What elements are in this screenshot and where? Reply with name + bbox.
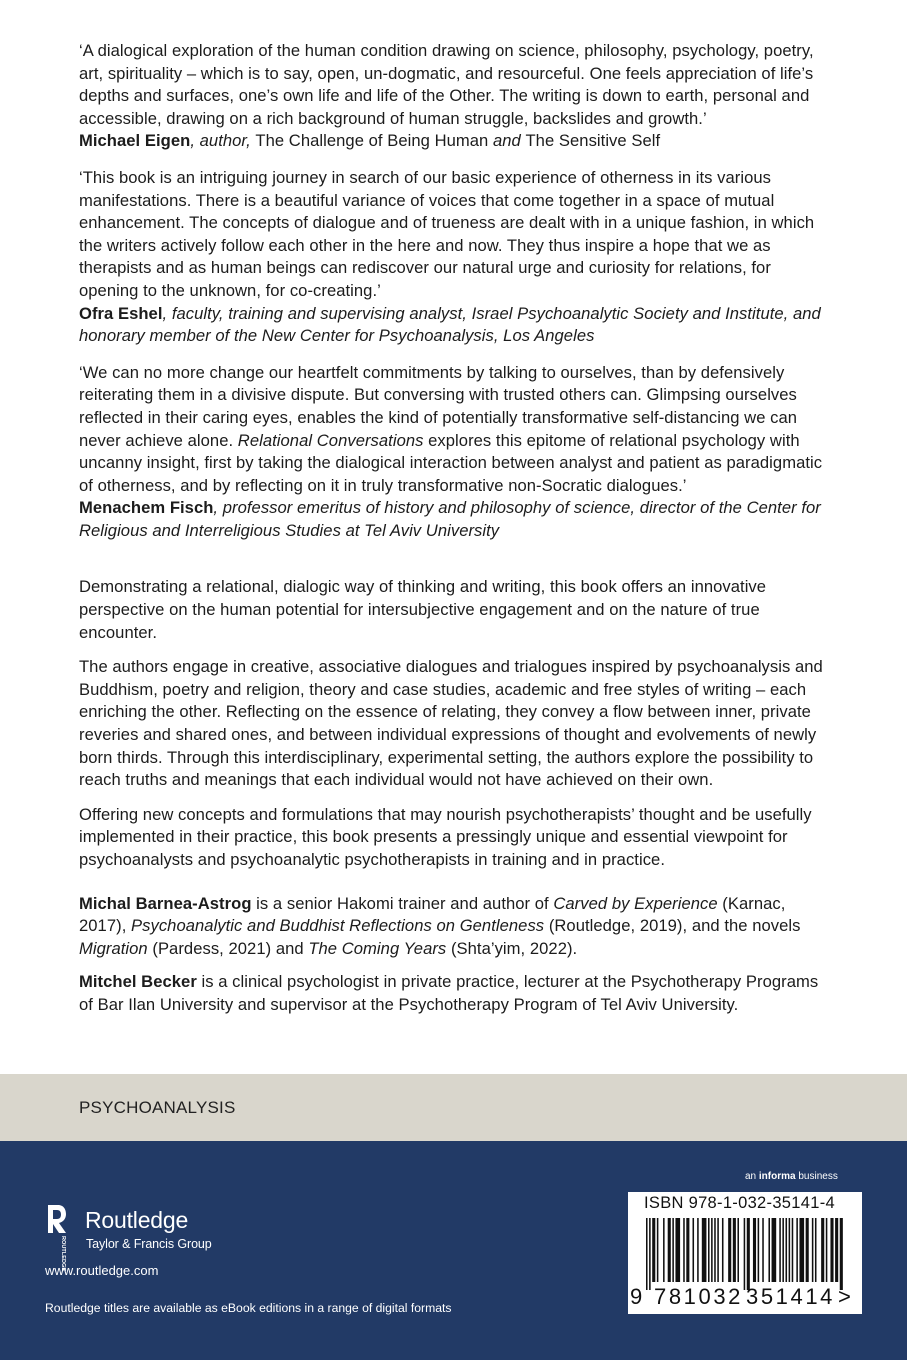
barcode-bar (717, 1218, 719, 1282)
endorsement-text: ‘This book is an intriguing journey in search of our basic experience of otherness in its various manifestations. There is a beautiful variance of voices that come together in a space of mutual enhancement. The concepts of dialogue and of trueness are dealt with in a unique fashion, in which the writers actively follow each other in the here and now. They thus inspire a hope that we as therapists and as human beings can rediscover our natural urge and curiosity for relations, for opening to the unknown, for co-creating.’ (79, 167, 815, 300)
barcode-bar (646, 1218, 648, 1290)
barcode-bar (835, 1218, 838, 1282)
publisher-name: Routledge (85, 1207, 189, 1233)
barcode-bar (815, 1218, 817, 1282)
barcode-bar (672, 1218, 674, 1282)
barcode-bar (782, 1218, 784, 1282)
routledge-logo-icon (45, 1205, 67, 1272)
barcode-bar (826, 1218, 828, 1282)
barcode-bar (753, 1218, 756, 1282)
barcode-bar (722, 1218, 724, 1282)
subject-band (0, 1074, 907, 1141)
barcode-bar (663, 1218, 665, 1282)
barcode-bar (657, 1218, 659, 1282)
barcode-digits-left: 781032 (654, 1284, 744, 1309)
barcode-bar (668, 1218, 671, 1282)
barcode-bar (830, 1218, 833, 1282)
barcode-arrow: > (838, 1284, 851, 1309)
isbn-barcode (628, 1192, 862, 1314)
work-title: The Sensitive Self (525, 131, 661, 151)
work-title: Psychoanalytic and Buddhist Reflections on Gentleness (131, 916, 545, 936)
endorsement-eshel (79, 167, 827, 348)
barcode-bar (758, 1218, 760, 1282)
work-title: Migration (79, 938, 148, 958)
barcode-lead-digit: 9 (630, 1284, 643, 1309)
barcode-bar (812, 1218, 814, 1282)
tagline-text: an (745, 1171, 759, 1182)
endorser-name: Ofra Eshel (79, 303, 163, 323)
barcode-bar (652, 1218, 655, 1282)
barcode-bar (792, 1218, 794, 1282)
bio-text: (Routledge, 2019), and the novels (544, 916, 801, 936)
barcode-bar (768, 1218, 770, 1282)
barcode-bar (840, 1218, 843, 1290)
description-paragraph: Offering new concepts and formulations that may nourish psychotherapists’ thought and be usefully implemented in their practice, this book presents a pressingly unique and essential viewpoint for psychoanalysts and psychoanalytic psychotherapists in training and in practice. (79, 804, 812, 869)
endorsement-text: ‘We can no more change our heartfelt commitments by talking to ourselves, than by defensively reiterating them in a divisive dispute. But conversing with trusted others can. Glimpsing ourselves reflected in their caring eyes, enables the kind of potentially transformative self-distancing we can never achieve alone. (79, 362, 798, 450)
barcode-bar (675, 1218, 680, 1282)
barcode-bars (642, 1218, 848, 1290)
barcode-bar (744, 1218, 746, 1290)
barcode-bar (714, 1218, 716, 1282)
barcode-bar (799, 1218, 804, 1282)
book-title: Relational Conversations (237, 430, 424, 450)
cover-text-column (79, 40, 827, 1028)
barcode-bar (697, 1218, 699, 1282)
bio-text: is a senior Hakomi trainer and author of (251, 893, 554, 913)
barcode-bar (693, 1218, 695, 1282)
author-name: Michal Barnea-Astrog (79, 893, 252, 913)
work-title: Carved by Experience (553, 893, 718, 913)
barcode-bar (728, 1218, 731, 1282)
barcode-digits-right: 351414 (746, 1284, 836, 1309)
description-paragraph: Demonstrating a relational, dialogic way of thinking and writing, this book offers an innovative perspective on the human potential for intersubjective engagement and on the nature of true encounter. (79, 577, 767, 642)
work-title: The Challenge of Being Human (255, 131, 489, 151)
publisher-footer (0, 1141, 907, 1360)
barcode-bar (683, 1218, 685, 1282)
endorser-name: Menachem Fisch (79, 498, 214, 518)
ebook-note: Routledge titles are available as eBook editions in a range of digital formats (45, 1301, 452, 1315)
barcode-bar (779, 1218, 781, 1282)
informa-tagline (745, 1171, 838, 1182)
barcode-bar (786, 1218, 788, 1282)
barcode-bar (686, 1218, 689, 1282)
endorser-role: , faculty, training and supervising analyst, Israel Psychoanalytic Society and Institute, and honorary member of the New Center for Psychoanalysis, Los Angeles (79, 303, 821, 346)
barcode-bar (737, 1218, 739, 1282)
barcode-bar (762, 1218, 764, 1282)
barcode-bar (806, 1218, 809, 1282)
publisher-url[interactable]: www.routledge.com (45, 1263, 159, 1278)
isbn-label: ISBN 978-1-032-35141-4 (644, 1194, 835, 1212)
bio-text: (Karnac, 2017), (79, 893, 786, 936)
author-name: Mitchel Becker (79, 972, 197, 992)
endorsement-fisch (79, 362, 827, 543)
barcode-bar (821, 1218, 824, 1282)
endorser-name: Michael Eigen (79, 131, 191, 151)
logo-vertical-word: ROUTLEDGE (60, 1236, 66, 1272)
barcode-bar (789, 1218, 791, 1282)
subject-category: PSYCHOANALYSIS (79, 1098, 236, 1117)
endorser-role: , author, (190, 131, 256, 151)
endorsement-text: ‘A dialogical exploration of the human condition drawing on science, philosophy, psychology, poetry, art, spirituality – which is to say, open, un-dogmatic, and resourceful. One feels appreciation of life’s depths and surfaces, one’s own life and life of the Other. The writing is down to earth, personal and accessible, drawing on a rich background of human struggle, backslides and growth.’ (79, 41, 814, 128)
barcode-bar (796, 1218, 798, 1282)
barcode-bar (772, 1218, 777, 1282)
barcode-bar (711, 1218, 713, 1282)
barcode-bar (702, 1218, 707, 1282)
tagline-text: business (795, 1171, 838, 1182)
barcode-bar (747, 1218, 750, 1290)
description-paragraph: The authors engage in creative, associative dialogues and trialogues inspired by psychoanalysis and Buddhism, poetry and religion, theory and case studies, academic and free styles of writing – each enriching the other. Reflecting on the essence of relating, they convey a flow between inner, private reveries and shared ones, and between individual expressions of thought and evolvements of newly born thirds. Through this interdisciplinary, experimental setting, the authors explore the possibility to reach truths and meanings that each individual would not have achieved on their own. (79, 657, 823, 790)
endorsement-eigen (79, 40, 827, 153)
barcode-bar (733, 1218, 736, 1282)
publisher-group: Taylor & Francis Group (86, 1237, 212, 1251)
endorsement-text: explores this epitome of relational psychology with uncanny insight, first by taking the dialogical interaction between analyst and patient as paradigmatic of otherness, and by reflecting on it in truly transformative non-Socratic dialogues.’ (79, 430, 823, 495)
author-bio-becker (79, 971, 827, 1016)
barcode-bar (649, 1218, 651, 1290)
work-title: The Coming Years (308, 938, 447, 958)
barcode-bar (708, 1218, 710, 1282)
conjunction: and (488, 131, 526, 151)
bio-text: is a clinical psychologist in private practice, lecturer at the Psychotherapy Programs of Bar Ilan University and supervisor at the Psychotherapy Program of Tel Aviv University. (79, 972, 819, 1014)
bio-text: (Shta’yim, 2022). (446, 938, 578, 958)
informa-brand: informa (758, 1171, 796, 1182)
endorser-role: , professor emeritus of history and philosophy of science, director of the Center for Religious and Interreligious Studies at Tel Aviv University (79, 498, 821, 540)
bio-text: (Pardess, 2021) and (147, 938, 309, 958)
author-bio-barnea (79, 893, 827, 961)
